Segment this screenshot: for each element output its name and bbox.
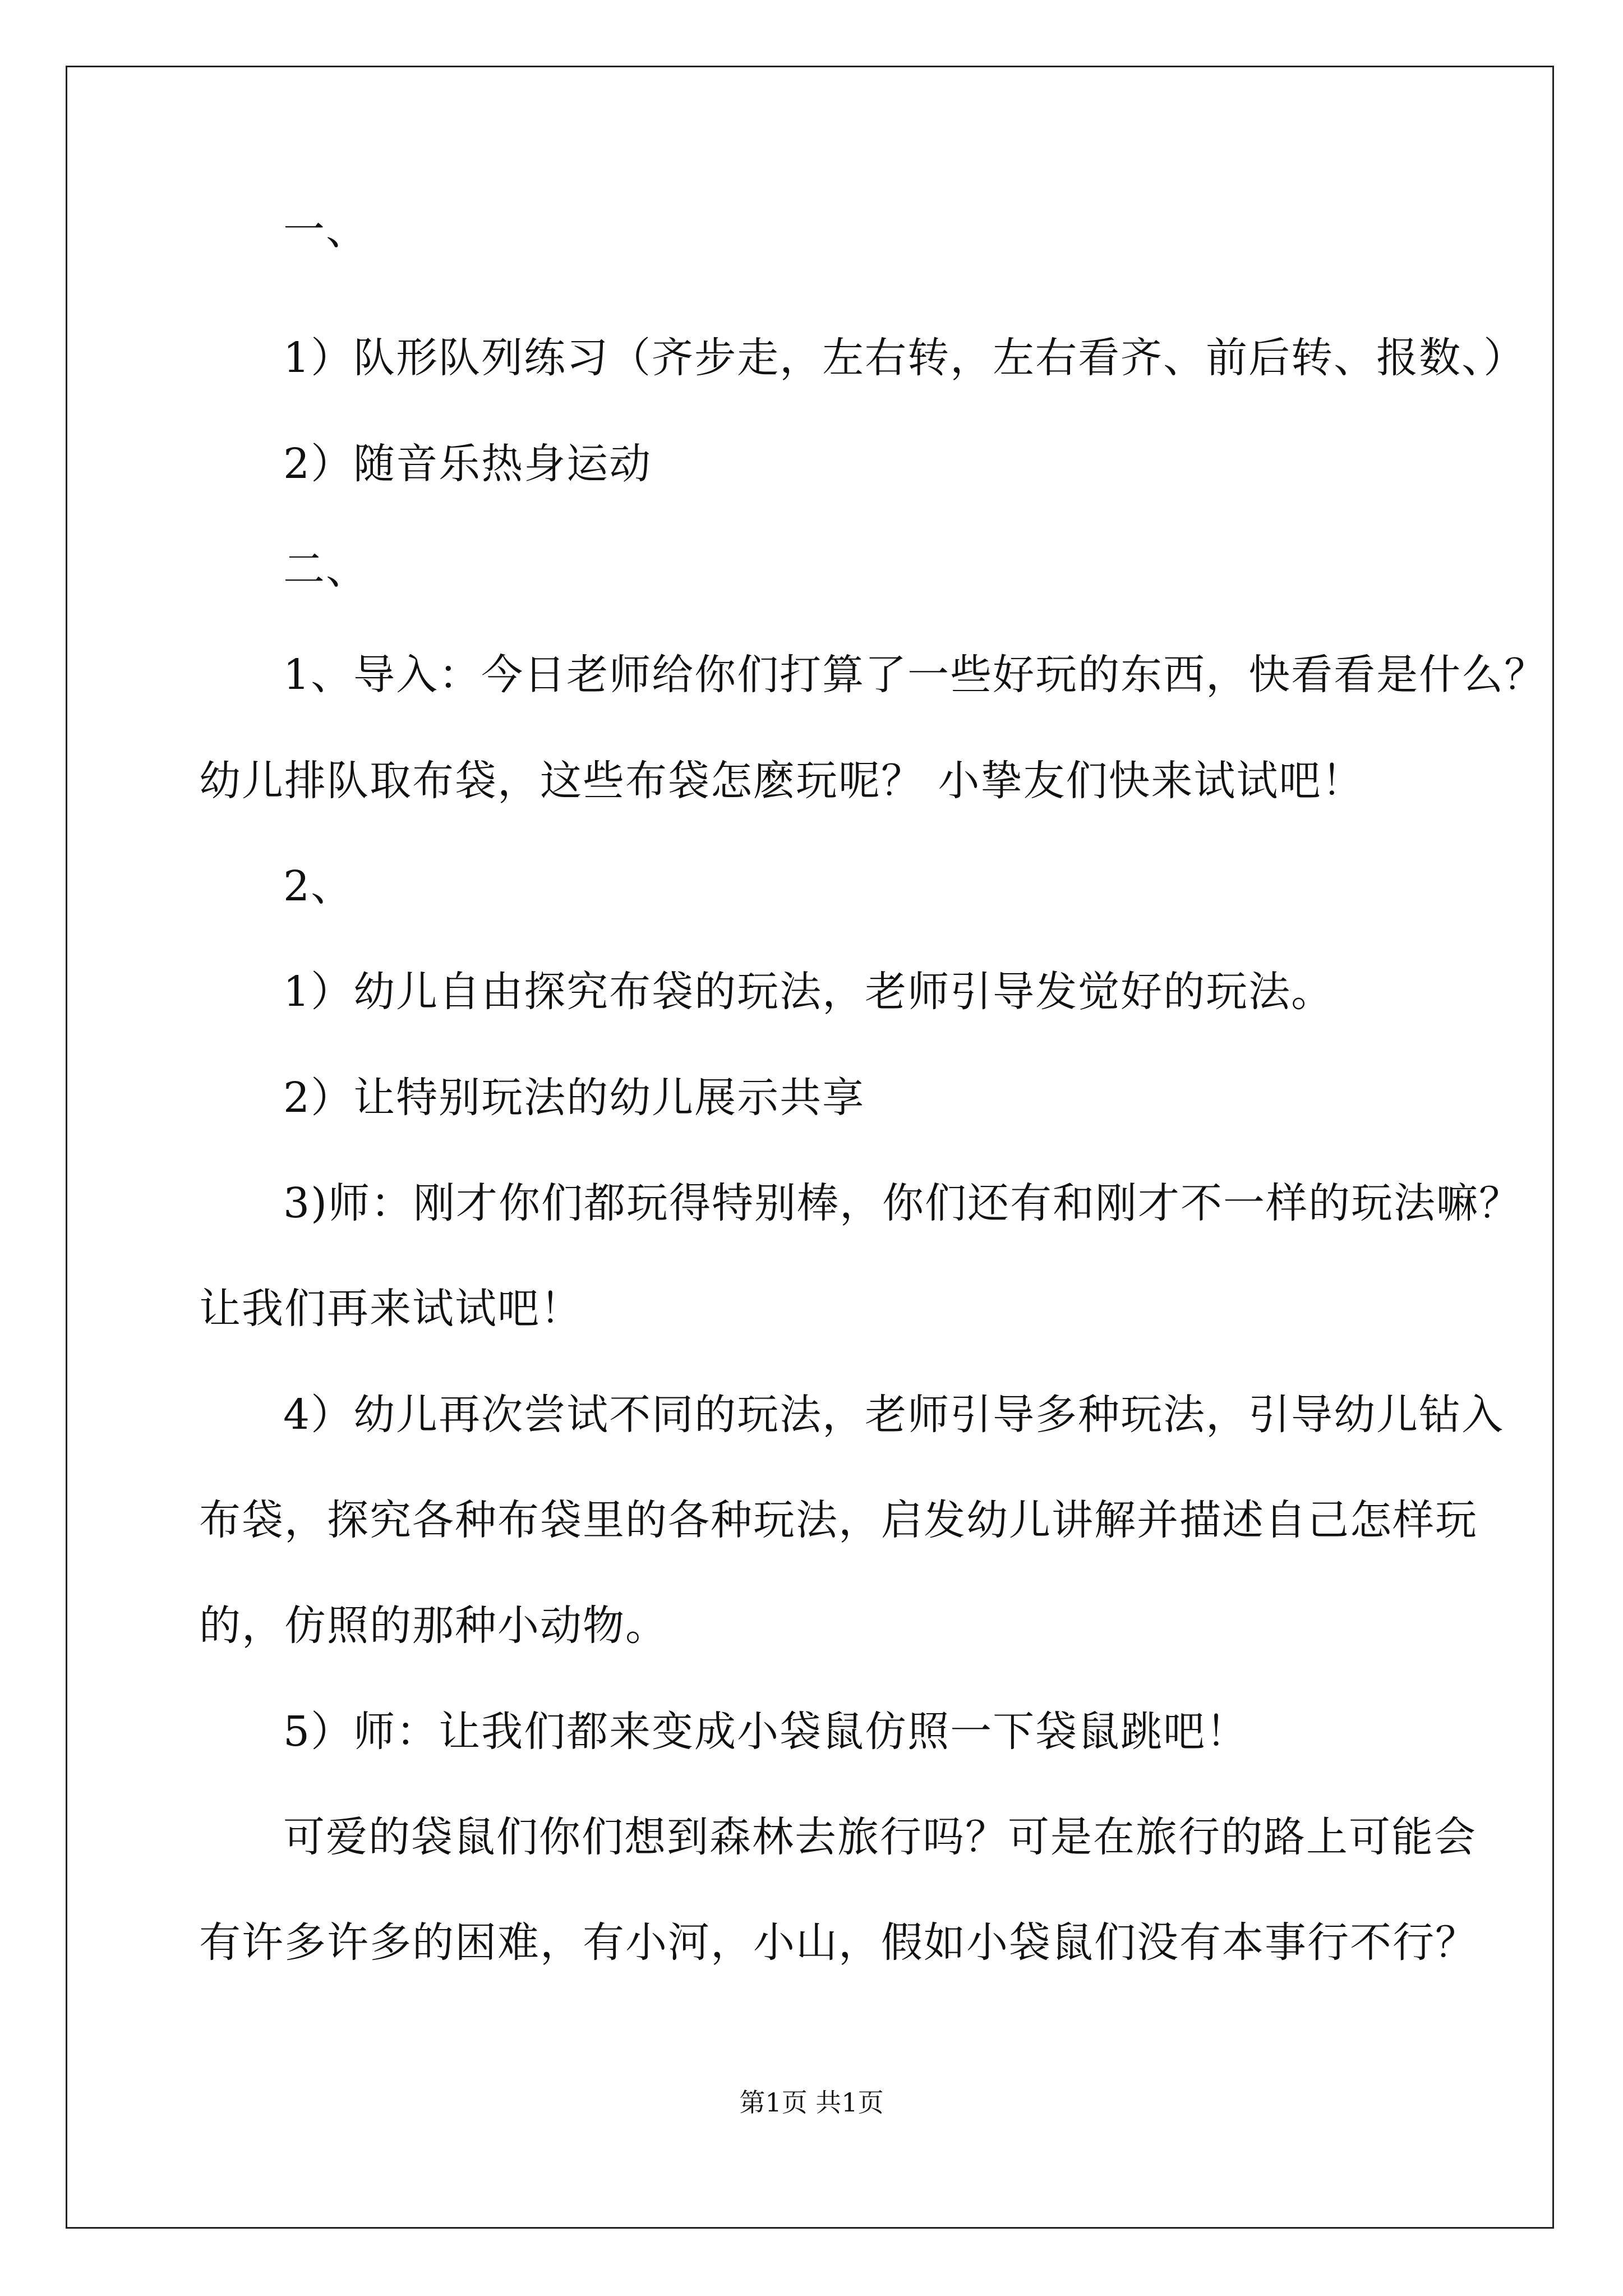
- paragraph-line: 布袋，探究各种布袋里的各种玩法，启发幼儿讲解并描述自己怎样玩: [199, 1496, 1478, 1544]
- section-heading-1: 一、: [283, 206, 368, 254]
- paragraph-line: 的，仿照的那种小动物。: [199, 1602, 668, 1650]
- paragraph-line: 4）幼儿再次尝试不同的玩法，老师引导多种玩法，引导幼儿钻入: [283, 1391, 1505, 1439]
- paragraph-line: 幼儿排队取布袋，这些布袋怎麽玩呢？ 小挚友们快来试试吧！: [199, 757, 1364, 805]
- page-footer: 第1页 共1页: [739, 2087, 884, 2118]
- paragraph-line: 1）幼儿自由探究布袋的玩法，老师引导发觉好的玩法。: [283, 968, 1334, 1016]
- section-heading-2: 二、: [283, 545, 368, 593]
- page-border: [66, 66, 1554, 2229]
- paragraph-line: 3)师：刚才你们都玩得特别棒，你们还有和刚才不一样的玩法嘛？: [283, 1179, 1521, 1227]
- paragraph-line: 可爱的袋鼠们你们想到森林去旅行吗？可是在旅行的路上可能会: [283, 1813, 1477, 1861]
- paragraph-line: 5）师：让我们都来变成小袋鼠仿照一下袋鼠跳吧！: [283, 1708, 1249, 1756]
- paragraph-line: 1）队形队列练习（齐步走，左右转，左右看齐、前后转、报数、）: [283, 334, 1527, 382]
- paragraph-line: 让我们再来试试吧！: [199, 1285, 583, 1333]
- paragraph-line: 2）随音乐热身运动: [283, 440, 652, 488]
- paragraph-line: 1、导入：今日老师给你们打算了一些好玩的东西，快看看是什么？: [283, 651, 1547, 699]
- paragraph-line: 2）让特别玩法的幼儿展示共享: [283, 1074, 865, 1122]
- section-heading-3: 2、: [283, 862, 354, 910]
- paragraph-line: 有许多许多的困难，有小河，小山，假如小袋鼠们没有本事行不行？: [199, 1918, 1478, 1967]
